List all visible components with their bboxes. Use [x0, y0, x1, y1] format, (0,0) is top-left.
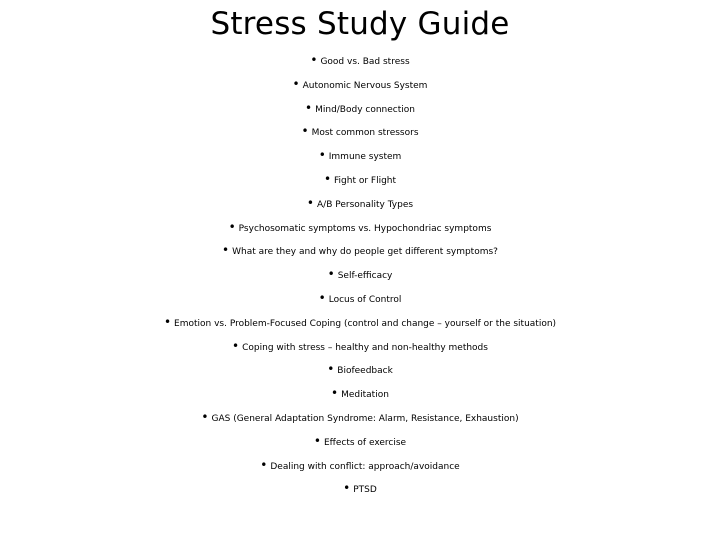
bullet-icon: • [301, 124, 309, 139]
bullet-icon: • [343, 481, 351, 496]
list-item [0, 73, 720, 97]
list-item [0, 49, 720, 73]
list-item-text: PTSD [353, 485, 377, 496]
bullet-icon: • [163, 314, 172, 329]
list-item-text: Meditation [341, 390, 389, 401]
list-item [0, 168, 720, 192]
bullet-icon: • [260, 457, 268, 472]
list-item [0, 311, 720, 335]
list-item [0, 216, 720, 240]
list-item-text: Immune system [328, 152, 402, 163]
list-item [0, 287, 720, 311]
list-item [0, 382, 720, 406]
list-item [0, 192, 720, 216]
bullet-icon: • [232, 338, 240, 353]
list-item-text: GAS (General Adaptation Syndrome: Alarm, Resistance, Exhaustion) [211, 413, 519, 424]
list-item-text: Most common stressors [311, 128, 419, 139]
list-item [0, 120, 720, 144]
list-item [0, 97, 720, 121]
list-item [0, 477, 720, 501]
bullet-icon: • [201, 409, 209, 424]
bullet-icon: • [222, 243, 230, 258]
bullet-icon: • [305, 100, 313, 115]
bullet-icon: • [310, 53, 318, 67]
bullet-icon: • [323, 171, 332, 186]
list-item [0, 358, 720, 382]
list-item-text: Autonomic Nervous System [302, 80, 428, 91]
list-item-text: Coping with stress – healthy and non-healthy methods [242, 342, 488, 353]
list-item-text: What are they and why do people get different symptoms? [232, 247, 498, 258]
list-item [0, 430, 720, 454]
list-item-text: Dealing with conflict: approach/avoidance [270, 461, 460, 472]
list-item-text: Mind/Body connection [315, 104, 415, 115]
bullet-icon: • [327, 362, 335, 377]
list-item [0, 335, 720, 359]
bullet-icon: • [228, 219, 236, 234]
list-item-text: Fight or Flight [334, 175, 397, 186]
list-item-text: Self-efficacy [337, 271, 393, 282]
list-item-text: A/B Personality Types [317, 199, 414, 210]
list-item-text: Locus of Control [328, 294, 402, 305]
bullet-icon: • [313, 433, 321, 448]
list-item [0, 454, 720, 478]
topic-list [0, 49, 720, 501]
list-item [0, 144, 720, 168]
list-item-text: Good vs. Bad stress [320, 57, 410, 67]
list-item-text: Psychosomatic symptoms vs. Hypochondriac symptoms [238, 223, 492, 234]
page-title: Stress Study Guide [210, 6, 510, 42]
bullet-icon: • [318, 290, 326, 305]
bullet-icon: • [327, 267, 335, 282]
list-item-text: Effects of exercise [323, 437, 407, 448]
bullet-icon: • [331, 386, 339, 401]
bullet-icon: • [318, 148, 326, 163]
bullet-icon: • [306, 195, 314, 210]
list-item [0, 263, 720, 287]
list-item [0, 406, 720, 430]
bullet-icon: • [292, 76, 300, 91]
list-item-text: Emotion vs. Problem-Focused Coping (control and change – yourself or the situation) [174, 318, 557, 329]
list-item [0, 239, 720, 263]
list-item-text: Biofeedback [337, 366, 393, 377]
